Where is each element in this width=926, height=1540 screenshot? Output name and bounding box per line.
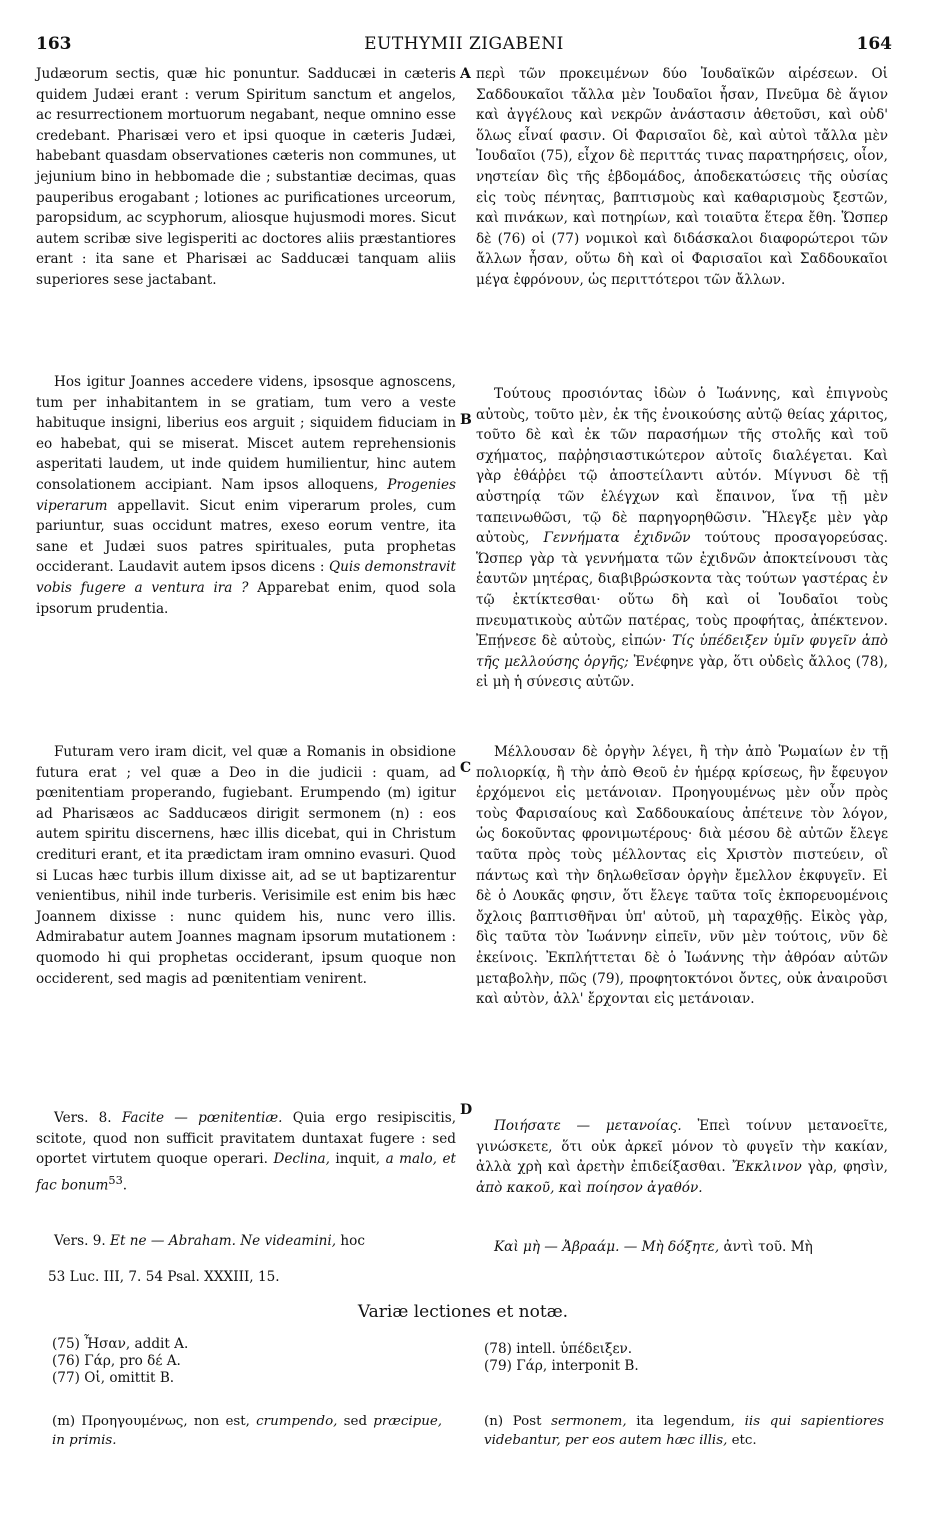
latin-paragraph-4: Vers. 8. Facite — pœnitentiæ. Quia ergo resipiscitis, scitote, quod non sufficit pravitatem duntaxat fugere : sed oportet virtutem quoque operari. Declina, inquit, a malo, et fac bonum$^{53}$. — [36, 1110, 457, 1194]
variae-left — [52, 1336, 188, 1387]
greek-paragraph-4: Ποιήσατε — μετανοίας. Ἐπεὶ τοίνυν μετανοεῖτε, γινώσκετε, ὅτι οὐκ ἀρκεῖ μόνον τὸ φυγεῖν τὴν κακίαν, ἀλλὰ χρὴ καὶ ἀρετὴν ἐπιδείξασθαι. Ἔκκλινον γὰρ, φησὶν, ἀπὸ κακοῦ, καὶ ποίησον ἀγαθόν. — [476, 1118, 888, 1196]
page-header — [36, 34, 892, 60]
variae-right — [484, 1341, 639, 1375]
scripture-footnotes: 53 Luc. III, 7. 54 Psal. XXXIII, 15. — [48, 1269, 280, 1285]
greek-paragraph-1: περὶ τῶν προκειμένων δύο Ἰουδαϊκῶν αἱρέσεων. Οἱ Σαδδουκαῖοι τἄλλα μὲν Ἰουδαῖοι ἦσαν, Πνεῦμα δὲ ἅγιον καὶ ἀγγέλους καὶ νεκρῶν ἀνάστασιν ἀθετοῦσι, καὶ οὐδ' ὅλως εἶναί φασιν. Οἱ Φαρισαῖοι δὲ, καὶ αὐτοὶ τἄλλα μὲν Ἰουδαῖοι (75), εἶχον δὲ περιττάς τινας παρατηρήσεις, οἷον, νηστείαν δὶς τῆς ἑβδομάδος, ἀποδεκατώσεις τῆς οὐσίας εἰς τοὺς πένητας, βαπτισμοὺς καὶ καθαρισμοὺς ξεστῶν, καὶ πινάκων, καὶ ποτηρίων, καὶ τοιαῦτα ἕτερα ἔθη. Ὥσπερ δὲ (76) οἱ (77) νομικοὶ καὶ διδάσκαλοι διαφορώτεροι τῶν ἄλλων ἦσαν, οὕτω δὴ καὶ οἱ Φαρισαῖοι καὶ Σαδδουκαῖοι μέγα ἐφρόνουν, ὡς περιττότεροι τῶν ἄλλων. — [476, 66, 888, 288]
running-title: EUTHYMII ZIGABENI — [364, 34, 564, 54]
variae-lectiones-title: Variæ lectiones et notæ. — [357, 1302, 569, 1322]
variant-note: (79) Γάρ, interponit B. — [484, 1358, 639, 1374]
marker-b: B — [460, 412, 472, 428]
note-m: (m) Προηγουμένως, non est, crumpendo, sed præcipue, in primis. — [52, 1414, 442, 1448]
page-number-left: 163 — [36, 34, 72, 54]
variant-note: (77) Οἱ, omittit B. — [52, 1370, 175, 1386]
marker-a: A — [460, 66, 471, 82]
marker-c: C — [460, 760, 472, 776]
marker-d: D — [460, 1102, 473, 1118]
greek-paragraph-5: Καὶ μὴ — Ἀβραάμ. — Μὴ δόξητε, ἀντὶ τοῦ. Μὴ — [494, 1239, 813, 1255]
latin-paragraph-1: Judæorum sectis, quæ hic ponuntur. Sadducæi in cæteris quidem Judæi erant : verum Spiritum sanctum et angelos, ac resurrectionem mortuorum negabant, neque omnino esse credebant. Pharisæi vero et ipsi quoque in cæteris Judæi, habebant quasdam observationes cæteris non communes, ut jejunium bino in hebbomade die ; substantiæ decimas, quas pauperibus erogabant ; lotiones ac purificationes urceorum, paropsidum, ac scyphorum, aliosque hujusmodi mores. Sicut autem scribæ sive legisperiti ac doctores aliis præstantiores erant : ita sane et Pharisæi ac Sadducæi tanquam aliis superiores sese jactabant. — [36, 66, 456, 288]
note-n: (n) Post sermonem, ita legendum, iis qui sapientiores videbantur, per eos autem hæc illis, etc. — [484, 1414, 884, 1448]
variant-note: (75) Ἦσαν, addit A. — [52, 1336, 189, 1352]
variant-note: (76) Γάρ, pro δέ A. — [52, 1353, 181, 1369]
greek-paragraph-3: Μέλλουσαν δὲ ὀργὴν λέγει, ἢ τὴν ἀπὸ Ῥωμαίων ἐν τῇ πολιορκίᾳ, ἢ τὴν ἀπὸ Θεοῦ ἐν ἡμέρᾳ κρίσεως, ἣν ἔφευγον ἐρχόμενοι εἰς μετάνοιαν. Προηγουμένως μὲν οὖν πρὸς τοὺς Φαρισαίους καὶ Σαδδουκαίους ἀπέτεινε τὸν λόγον, ὡς δοκοῦντας φρονιμωτέρους· διὰ μέσου δὲ αὐτῶν ἔλεγε ταῦτα πρὸς τοὺς μέλλοντας εἰς Χριστὸν πιστεύειν, οἳ πάντως καὶ τὴν δηλωθεῖσαν ὀργὴν ἔμελλον ἐκφυγεῖν. Εἰ δὲ ὁ Λουκᾶς φησιν, ὅτι ἔλεγε ταῦτα τοῖς ἐκπορευομένοις ὄχλοις βαπτισθῆναι ὑπ' αὐτοῦ, μὴ ταραχθῇς. Εἰκὸς γὰρ, δὶς ταῦτα τὸν Ἰωάννην εἰπεῖν, νῦν μὲν τούτοις, νῦν δὲ ἐκείνοις. Ἐκπλήττεται δὲ ὁ Ἰωάννης τὴν ἀθρόαν αὐτῶν μεταβολὴν, πῶς (79), προφητοκτόνοι ὄντες, οὐκ ἀναιροῦσι καὶ αὐτὸν, ἀλλ' ἔρχονται εἰς μετάνοιαν. — [476, 744, 888, 1008]
latin-paragraph-5: Vers. 9. Et ne — Abraham. Ne videamini, hoc — [54, 1233, 365, 1249]
page-number-right: 164 — [856, 34, 892, 54]
latin-paragraph-2: Hos igitur Joannes accedere videns, ipsosque agnoscens, tum per inhabitantem in se gratiam, tum vero a veste habituque insigni, liberius eos arguit ; siquidem fiduciam in eo habebat, qui se miserat. Miscet autem reprehensionis asperitati laudem, ut inde quidem humilientur, hinc autem consolationem accipiant. Nam ipsos alloquens, Progenies viperarum appellavit. Sicut enim viperarum proles, cum pariuntur, suas occidunt matres, exeso eorum ventre, ita sane et Judæi suos patres spirituales, puta prophetas occiderant. Laudavit autem ipsos dicens : Quis demonstravit vobis fugere a ventura ira ? Apparebat enim, quod sola ipsorum prudentia. — [36, 374, 456, 617]
latin-paragraph-3: Futuram vero iram dicit, vel quæ a Romanis in obsidione futura erat ; vel quæ a Deo in die judicii : quam, ad pœnitentiam properando, fugiebant. Erumpendo (m) igitur ad Pharisæos ac Sadducæos dirigit sermonem (n) : eos autem spiritu discernens, hæc illis dicebat, qui in Christum crediturі erant, et ita prædictam iram omninо evasuri. Quod si Lucas hæc turbis illum dixisse ait, ad se ut baptizarentur venientibus, nihil inde turberis. Verisimile est enim bis hæc Joannem dixisse : nunc quidem his, nunc vero illis. Admirabatur autem Joannes magnam ipsorum mutationem : quomodo hi qui prophetas occiderant, ipsum quoque non occiderent, sed magis ad pœnitentiam venirent. — [36, 744, 456, 987]
greek-paragraph-2: Τούτους προσιόντας ἰδὼν ὁ Ἰωάννης, καὶ ἐπιγνοὺς αὐτοὺς, τοῦτο μὲν, ἐκ τῆς ἐνοικούσης αὐτῷ θείας χάριτος, τοῦτο δὲ καὶ ἐκ τῶν παρασήμων τῆς στολῆς καὶ τοῦ σχήματος, παῤῥησιαστικώτερον αὐτοῖς διαλέγεται. Καὶ γὰρ ἐθάῤῥει τῷ ἀποστείλαντι αὐτόν. Μίγνυσι δὲ τῇ αὐστηρίᾳ τῶν ἐλέγχων καὶ ἔπαινον, ἵνα τῇ μὲν ταπεινωθῶσι, τῷ δὲ παρηγορηθῶσιν. Ἤλεγξε μὲν γὰρ αὐτοὺς, Γεννήματα ἐχιδνῶν τούτους προσαγορεύσας. Ὥσπερ γὰρ τὰ γεννήματα τῶν ἐχιδνῶν ἀποκτείνουσι τὰς ἑαυτῶν μητέρας, διαβιβρώσκοντα τὰς τούτων γαστέρας ἐν τῷ ἐκτίκτεσθαι· οὕτω δὴ καὶ οἱ Ἰουδαῖοι τοὺς πνευματικοὺς αὐτῶν πατέρας, τοὺς προφήτας, ἀπέκτενον. Ἐπῄνεσε δὲ αὐτοὺς, εἰπών· Τίς ὑπέδειξεν ὑμῖν φυγεῖν ἀπὸ τῆς μελλούσης ὀργῆς; Ἐνέφηνε γὰρ, ὅτι οὐδεὶς ἄλλος (78), εἰ μὴ ἡ σύνεσις αὐτῶν. — [476, 386, 889, 691]
variant-note: (78) intell. ὑπέδειξεν. — [484, 1341, 633, 1357]
